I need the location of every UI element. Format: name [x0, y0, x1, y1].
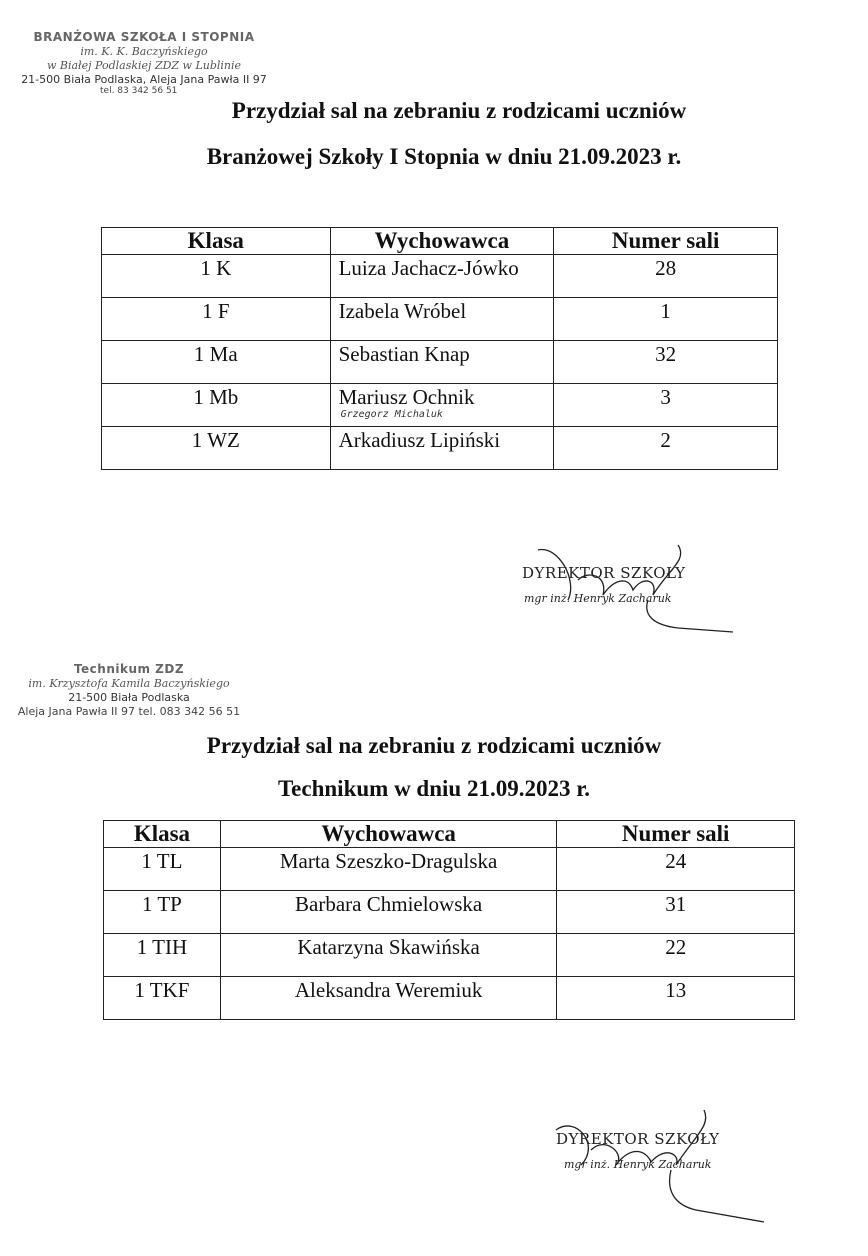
column-header: Wychowawca [330, 228, 554, 255]
signature-role: DYREKTOR SZKOŁY [522, 564, 686, 582]
table-row [102, 298, 778, 341]
stamp-line: im. K. K. Baczyńskiego [80, 45, 208, 58]
wychowawca-cell [330, 384, 554, 427]
section1-table [101, 227, 778, 470]
wychowawca-cell: Katarzyna Skawińska [220, 934, 557, 977]
table-row [104, 977, 795, 1020]
stamp-line: 21-500 Biała Podlaska [68, 690, 190, 704]
column-header: Klasa [102, 228, 331, 255]
stamp-line: Aleja Jana Pawła II 97 tel. 083 342 56 51 [17, 704, 241, 718]
section1-subtitle: Branżowej Szkoły I Stopnia w dniu 21.09.2023 r. [206, 144, 682, 169]
sala-cell: 24 [557, 848, 795, 891]
wychowawca-name: Mariusz Ochnik [338, 385, 475, 409]
signature-role: DYREKTOR SZKOŁY [556, 1130, 720, 1148]
table-header-row [104, 821, 795, 848]
handwritten-note: Grzegorz Michaluk [340, 409, 443, 420]
stamp-line: im. Krzysztofa Kamila Baczyńskiego [28, 677, 230, 690]
klasa-cell: 1 TL [104, 848, 221, 891]
sala-cell: 2 [554, 427, 778, 470]
stamp-line: Technikum ZDZ [73, 662, 185, 676]
klasa-cell: 1 TIH [104, 934, 221, 977]
klasa-cell: 1 TP [104, 891, 221, 934]
klasa-cell: 1 F [102, 298, 331, 341]
column-header: Wychowawca [220, 821, 557, 848]
column-header: Klasa [104, 821, 221, 848]
stamp-line: w Białej Podlaskiej ZDZ w Lublinie [46, 58, 242, 72]
klasa-cell: 1 WZ [102, 427, 331, 470]
director-signature-2 [546, 1110, 768, 1230]
klasa-cell: 1 TKF [104, 977, 221, 1020]
table-row [104, 848, 795, 891]
signature-name: mgr inż. Henryk Zacharuk [564, 1158, 712, 1171]
director-signature-1 [518, 540, 738, 640]
table-row [102, 255, 778, 298]
column-header: Numer sali [557, 821, 795, 848]
table-row [104, 891, 795, 934]
table-header-row [102, 228, 778, 255]
wychowawca-cell: Aleksandra Weremiuk [220, 977, 557, 1020]
section2-title: Przydział sal na zebraniu z rodzicami uczniów [206, 733, 662, 758]
table-row [102, 427, 778, 470]
sala-cell: 13 [557, 977, 795, 1020]
sala-cell: 31 [557, 891, 795, 934]
wychowawca-cell: Barbara Chmielowska [220, 891, 557, 934]
table-row [102, 341, 778, 384]
section1-title: Przydział sal na zebraniu z rodzicami uczniów [231, 98, 687, 123]
wychowawca-cell: Luiza Jachacz-Jówko [330, 255, 554, 298]
table-row [102, 384, 778, 427]
klasa-cell: 1 Mb [102, 384, 331, 427]
section2-subtitle: Technikum w dniu 21.09.2023 r. [277, 776, 591, 801]
stamp-line: tel. 83 342 56 51 [100, 86, 178, 97]
sala-cell: 3 [554, 384, 778, 427]
column-header: Numer sali [554, 228, 778, 255]
table-row [104, 934, 795, 977]
wychowawca-cell: Sebastian Knap [330, 341, 554, 384]
wychowawca-cell: Arkadiusz Lipiński [330, 427, 554, 470]
sala-cell: 28 [554, 255, 778, 298]
stamp-line: BRANŻOWA SZKOŁA I STOPNIA [33, 30, 255, 44]
sala-cell: 22 [557, 934, 795, 977]
sala-cell: 1 [554, 298, 778, 341]
signature-scribble [518, 540, 738, 640]
school-stamp-branzowa [14, 30, 274, 98]
school-stamp-technikum [4, 662, 254, 718]
stamp-line: 21-500 Biała Podlaska, Aleja Jana Pawła II 97 [21, 72, 267, 86]
wychowawca-cell: Izabela Wróbel [330, 298, 554, 341]
signature-name: mgr inż. Henryk Zacharuk [524, 592, 672, 605]
section2-table [103, 820, 795, 1020]
sala-cell: 32 [554, 341, 778, 384]
wychowawca-cell: Marta Szeszko-Dragulska [220, 848, 557, 891]
klasa-cell: 1 Ma [102, 341, 331, 384]
klasa-cell: 1 K [102, 255, 331, 298]
